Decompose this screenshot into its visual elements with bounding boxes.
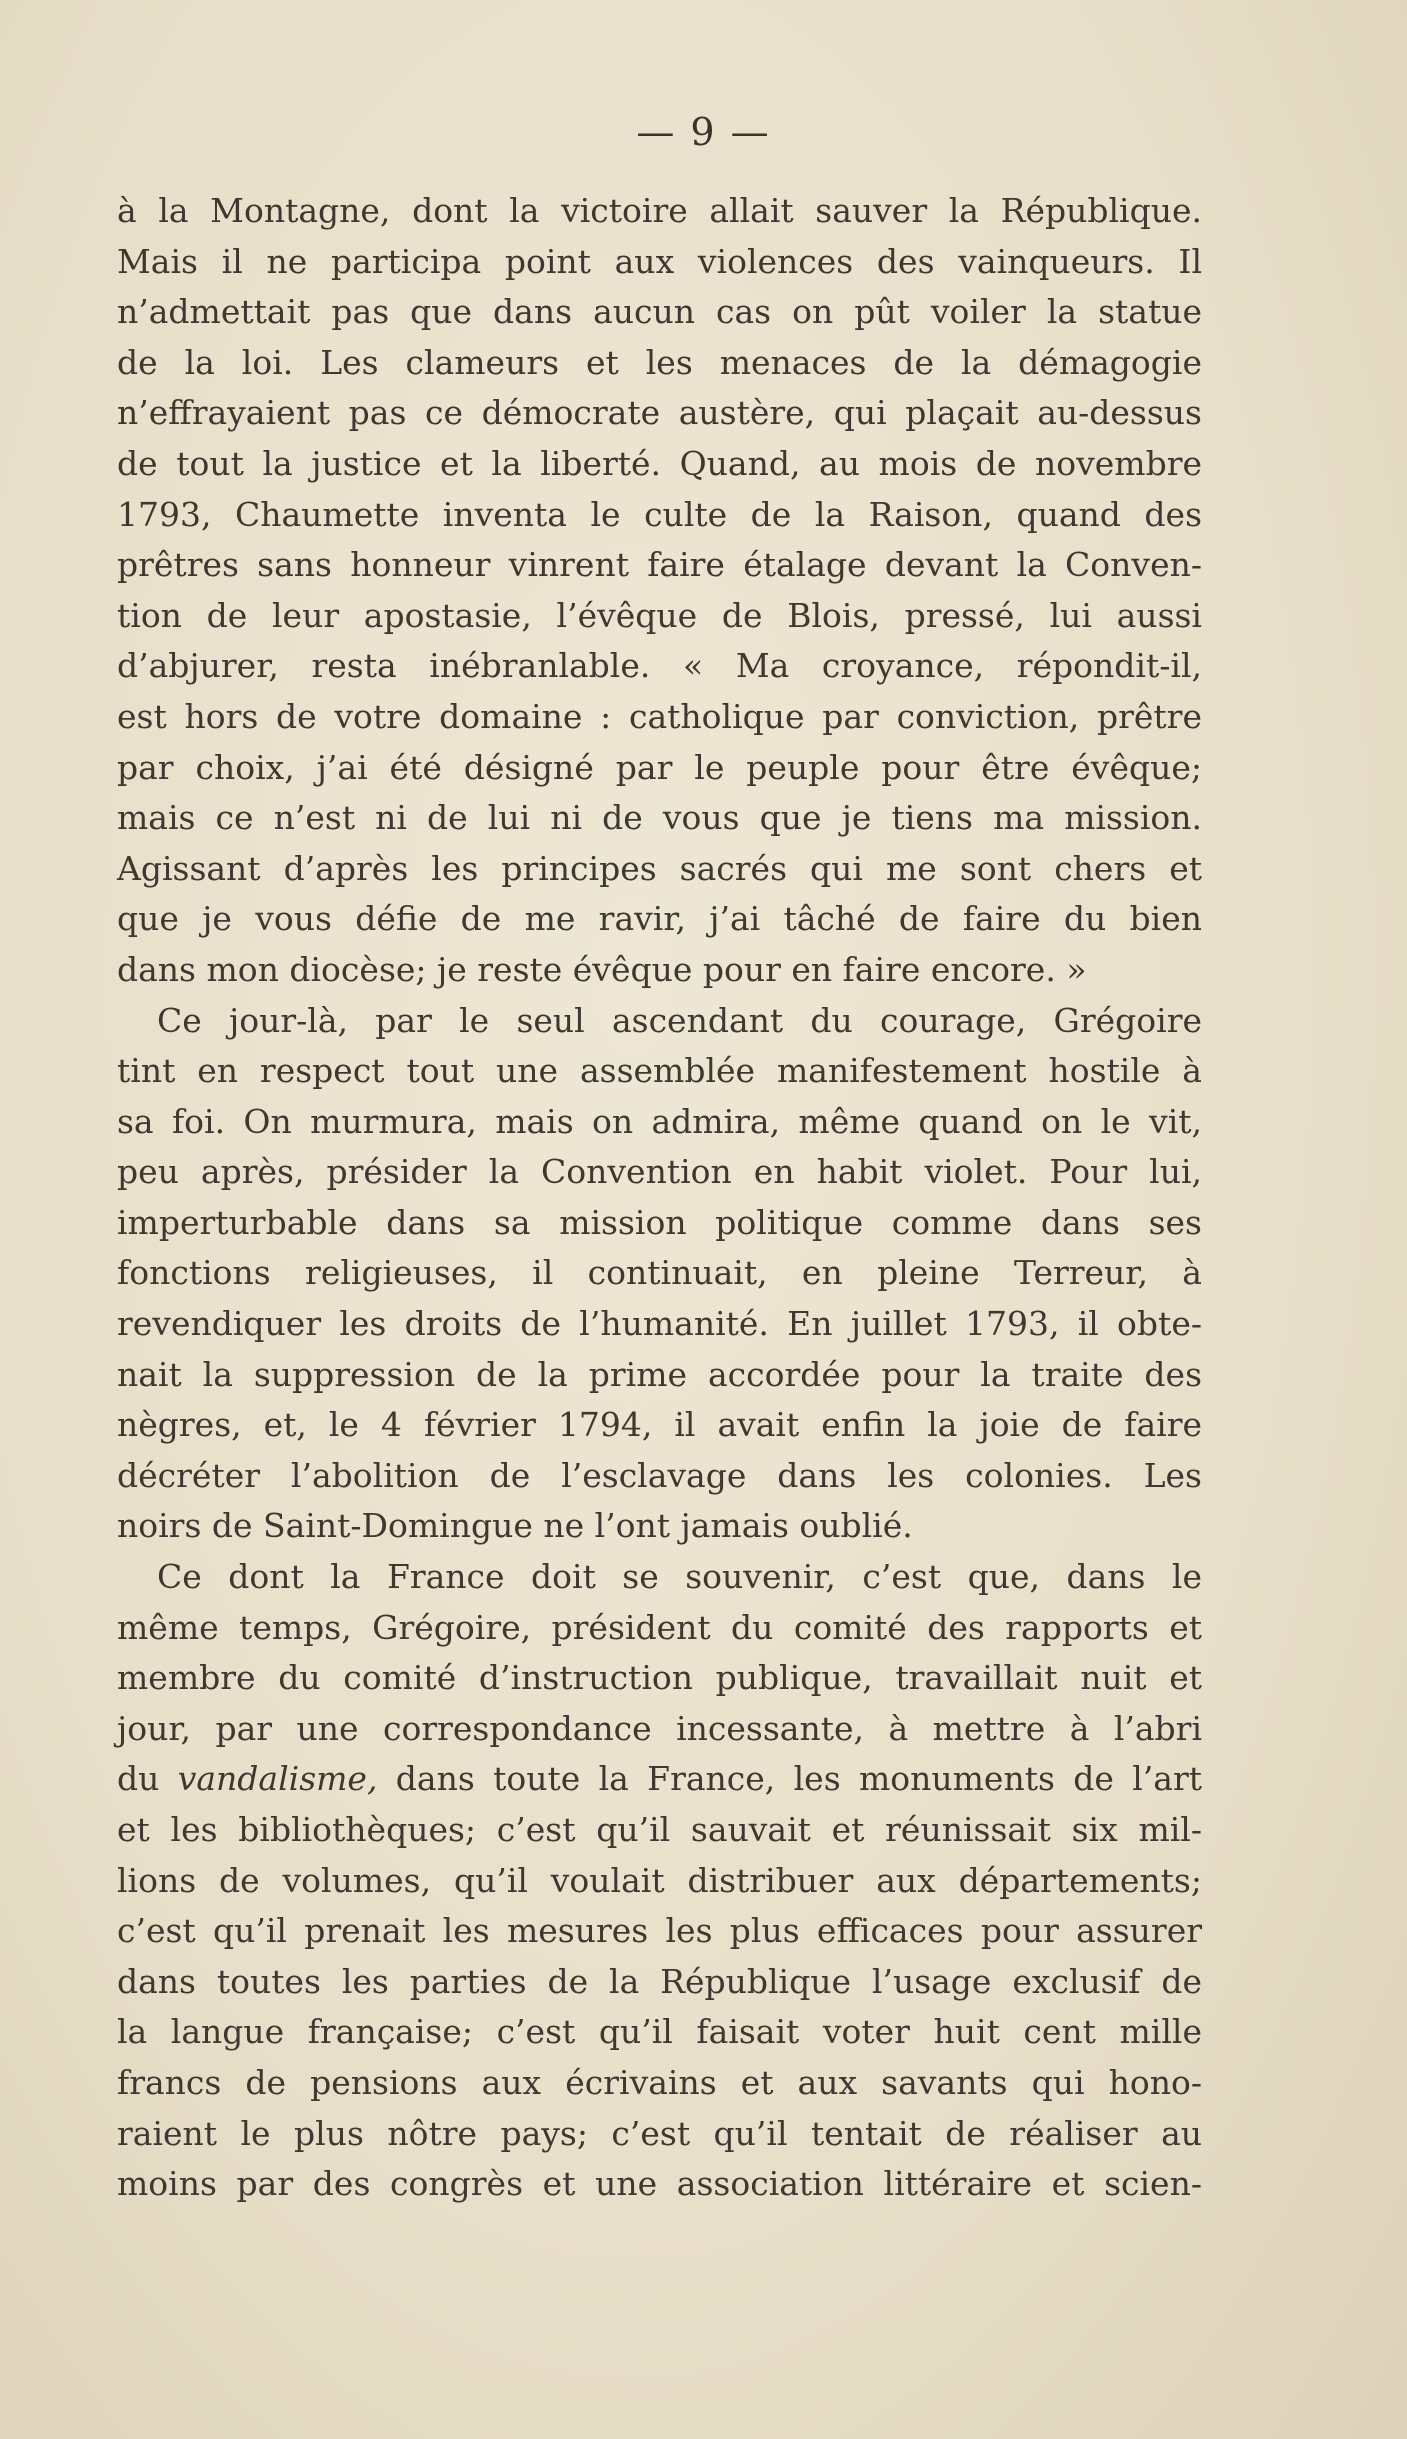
text-line: revendiquer les droits de l’humanité. En juillet 1793, il obte- [117, 1304, 1202, 1344]
text-line: tion de leur apostasie, l’évêque de Blois, pressé, lui aussi [117, 595, 1202, 635]
text-line: nègres, et, le 4 février 1794, il avait enfin la joie de faire [117, 1405, 1202, 1445]
text-line: francs de pensions aux écrivains et aux savants qui hono- [117, 2062, 1202, 2102]
text-line: jour, par une correspondance incessante, à mettre à l’abri [117, 1708, 1202, 1748]
text-line: d’abjurer, resta inébranlable. « Ma croyance, répondit-il, [117, 646, 1202, 686]
text-line: de tout la justice et la liberté. Quand, au mois de novembre [117, 443, 1202, 483]
text-line: même temps, Grégoire, président du comité des rapports et [117, 1607, 1202, 1647]
page-number: — 9 — [636, 110, 771, 154]
italic-word: vandalisme, [177, 1759, 378, 1799]
text-line: est hors de votre domaine : catholique par conviction, prêtre [117, 696, 1202, 736]
text-line: tint en respect tout une assemblée manifestement hostile à [117, 1051, 1202, 1091]
text-line: n’admettait pas que dans aucun cas on pût voiler la statue [117, 292, 1202, 332]
text-line: n’effrayaient pas ce démocrate austère, qui plaçait au-dessus [117, 393, 1202, 433]
text-line: Mais il ne participa point aux violences des vainqueurs. Il [117, 241, 1202, 281]
text-line: moins par des congrès et une association littéraire et scien- [117, 2164, 1202, 2204]
text-fragment: dans toute la France, les monuments de l’art [377, 1759, 1202, 1799]
text-line: raient le plus nôtre pays; c’est qu’il tentait de réaliser au [117, 2113, 1202, 2153]
text-line: dans toutes les parties de la République l’usage exclusif de [117, 1961, 1202, 2001]
text-line: la langue française; c’est qu’il faisait voter huit cent mille [117, 2012, 1202, 2052]
text-line: Agissant d’après les principes sacrés qui me sont chers et [117, 848, 1202, 888]
text-line: décréter l’abolition de l’esclavage dans les colonies. Les [117, 1455, 1202, 1495]
text-line: Ce dont la France doit se souvenir, c’est que, dans le [157, 1557, 1202, 1597]
text-line: et les bibliothèques; c’est qu’il sauvait et réunissait six mil- [117, 1810, 1202, 1849]
text-line: prêtres sans honneur vinrent faire étalage devant la Conven- [117, 545, 1202, 585]
text-line: par choix, j’ai été désigné par le peuple pour être évêque; [117, 747, 1202, 787]
text-line: imperturbable dans sa mission politique comme dans ses [117, 1202, 1202, 1242]
text-line: fonctions religieuses, il continuait, en pleine Terreur, à [117, 1253, 1202, 1293]
text-line: mais ce n’est ni de lui ni de vous que je tiens ma mission. [117, 798, 1202, 838]
text-line: membre du comité d’instruction publique, travaillait nuit et [117, 1658, 1202, 1698]
text-line: sa foi. On murmura, mais on admira, même quand on le vit, [117, 1101, 1202, 1141]
text-line: noirs de Saint-Domingue ne l’ont jamais oublié. [117, 1506, 913, 1546]
text-line: à la Montagne, dont la victoire allait sauver la République. [117, 191, 1202, 230]
text-line: lions de volumes, qu’il voulait distribuer aux départements; [117, 1860, 1202, 1900]
text-line: peu après, présider la Convention en habit violet. Pour lui, [117, 1152, 1202, 1192]
text-line-with-emphasis [117, 1754, 1202, 1805]
text-line: c’est qu’il prenait les mesures les plus efficaces pour assurer [117, 1911, 1202, 1951]
text-line: 1793, Chaumette inventa le culte de la Raison, quand des [117, 494, 1202, 534]
body-text [117, 186, 1202, 2210]
text-line: nait la suppression de la prime accordée pour la traite des [117, 1354, 1202, 1394]
text-line: de la loi. Les clameurs et les menaces de la démagogie [117, 342, 1202, 382]
text-fragment: du [117, 1759, 178, 1799]
text-line: que je vous défie de me ravir, j’ai tâché de faire du bien [117, 899, 1202, 939]
text-line: dans mon diocèse; je reste évêque pour en faire encore. » [117, 949, 1087, 989]
text-line: Ce jour-là, par le seul ascendant du courage, Grégoire [157, 1000, 1202, 1040]
